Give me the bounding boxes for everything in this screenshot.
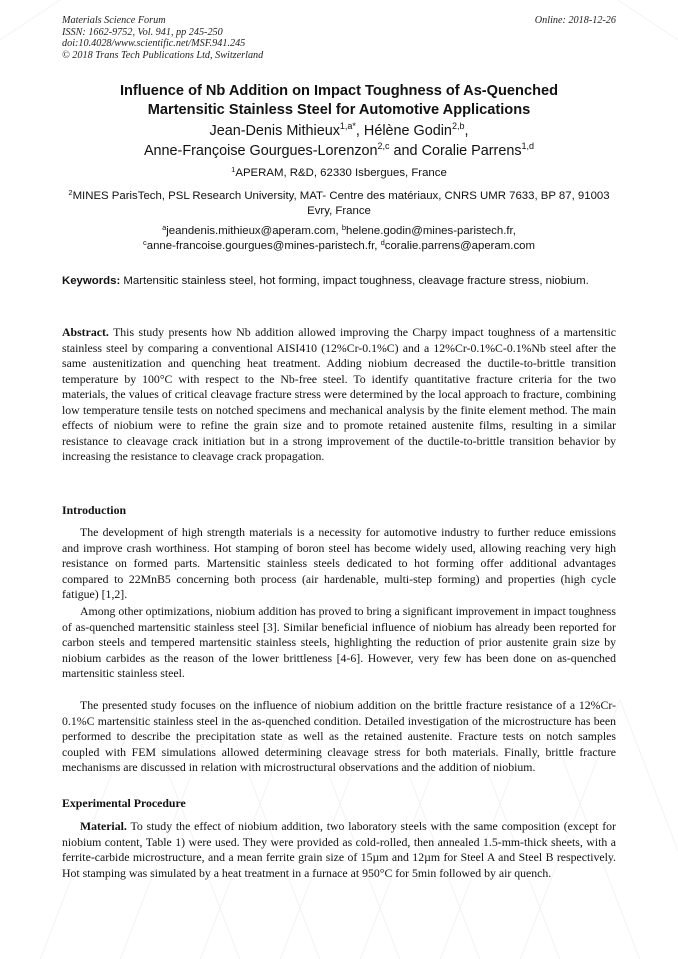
intro-paragraph-3: The presented study focuses on the influence of niobium addition on the brittle fracture resistance of a 12%Cr-0.1%C martensitic stainless steel in the as-quenched condition. Detailed investigation of the microstructure has been performed to describe the precipitation state as well as the retained austenite. Fracture tests on notch samples coupled with FEM simulations allowed determining cleavage stress for both materials. Finally, brittle fracture mechanisms are discussed in relation with microstructural observations and the addition of niobium. [62, 698, 616, 774]
email-address: anne-francoise.gourgues@mines-paristech.fr, [146, 239, 378, 252]
email-address: helene.godin@mines-paristech.fr, [346, 225, 516, 237]
issn-line: ISSN: 1662-9752, Vol. 941, pp 245-250 [62, 26, 223, 38]
email-list [62, 224, 616, 253]
affiliation-2 [62, 189, 616, 218]
email-mark: b [341, 223, 347, 232]
online-date: Online: 2018-12-26 [534, 15, 616, 26]
affiliation-1 [62, 166, 616, 181]
title-line-2: Martensitic Stainless Steel for Automotive Applications [147, 101, 531, 118]
intro-paragraph-2: Among other optimizations, niobium addition has proved to bring a significant improvement in impact toughness of as-quenched martensitic stainless steel [3]. Similar beneficial influence of niobium has already been reported for carbon steels and tempered martensitic stainless steels, highlighting the reduction of prior austenite grain size by niobium carbides as the reason of the lower brittleness [4-6]. However, very few has been done on as-quenched martensitic stainless steel. [62, 604, 616, 680]
section-heading-introduction: Introduction [62, 503, 127, 517]
material-text: To study the effect of niobium addition, two laboratory steels with the same composition (except for niobium content, Table 1) were used. They were provided as cold-rolled, then annealed 1.5-mm-thick sheets, with a ferrite-carbide microstructure, and a mean ferrite grain size of 15µm and 12µm for Steel A and Steel B respectively. Hot stamping was simulated by a heat treatment in a furnace at 950°C for 5min followed by air quench. [62, 819, 616, 880]
author-name: Coralie Parrens [421, 143, 522, 159]
author-affiliation-mark: 1,d [521, 141, 535, 151]
affiliation-mark: 1 [231, 165, 236, 174]
affiliation-mark: 2 [68, 188, 73, 197]
email-mark: d [380, 237, 385, 247]
author-name: Jean-Denis Mithieux [209, 123, 340, 139]
author-affiliation-mark: 2,c [377, 141, 390, 151]
email-line-2 [62, 239, 616, 254]
doi-line: doi:10.4028/www.scientific.net/MSF.941.245 [62, 38, 246, 50]
material-paragraph [62, 819, 616, 881]
author-name: Anne-Françoise Gourgues-Lorenzon [143, 143, 378, 159]
author-conjunction: and [393, 143, 418, 159]
affiliation-text: APERAM, R&D, 62330 Isbergues, France [235, 167, 447, 179]
copyright-line: © 2018 Trans Tech Publications Ltd, Switzerland [62, 49, 264, 61]
author-list [40, 121, 638, 161]
email-address: coralie.parrens@aperam.com [384, 239, 535, 252]
email-mark: a [162, 223, 167, 232]
author-name: Hélène Godin [363, 123, 452, 139]
email-mark: c [143, 237, 147, 247]
section-heading-experimental: Experimental Procedure [62, 796, 186, 810]
email-address: jeandenis.mithieux@aperam.com, [166, 225, 339, 237]
paper-title [40, 82, 638, 119]
keywords-label: Keywords: [62, 275, 121, 287]
author-line-1: Jean-Denis Mithieux$^{1,a*}$, Hélène Godin$^{2,b}$, [209, 121, 469, 139]
affiliation-text: MINES ParisTech, PSL Research University, MAT- Centre des matériaux, CNRS UMR 7633, BP 87, 91003 Evry, France [72, 190, 610, 217]
abstract-label: Abstract. [62, 325, 109, 339]
title-line-1: Influence of Nb Addition on Impact Toughness of As-Quenched [119, 83, 559, 99]
author-line-2 [40, 141, 638, 161]
intro-paragraph-1: The development of high strength materials is a necessity for automotive industry to further reduce emissions and improve crash worthiness. Hot stamping of boron steel has become widely used, allowing reaching very high resistance on formed parts. Martensitic stainless steels dedicated to hot forming offer additional advantages compared to 22MnB5 concerning both process (air hardenable, multi-step forming) and properties (high cycle fatigue) [1,2]. [62, 525, 616, 601]
journal-header [62, 15, 263, 61]
material-label: Material. [80, 819, 127, 833]
email-line-1 [62, 224, 616, 239]
author-affiliation-mark: 2,b [451, 121, 465, 131]
keywords-text: Martensitic stainless steel, hot forming, impact toughness, cleavage fracture stress, niobium. [123, 275, 589, 287]
journal-name: Materials Science Forum [62, 15, 166, 26]
abstract-text: This study presents how Nb addition allowed improving the Charpy impact toughness of a martensitic stainless steel by comparing a conventional AISI410 (12%Cr-0.1%C) and a 12%Cr-0.1%C-0.1%Nb steel after the same austenitization and quenching heat treatment. Adding niobium decreased the ductile-to-brittle transition temperature by 100°C with respect to the Nb-free steel. To identify quantitative fracture criteria for the two materials, the values of critical cleavage fracture stress were determined by the local approach to fracture, combining low temperature tensile tests on notched specimens and mechanical analysis by the finite element method. The main effects of niobium were to refine the grain size and to promote retained austenite films, resulting in a similar resistance to cleavage crack initiation but in a strong improvement of the ductile-to-brittle transition behavior by increasing the resistance to cleavage crack propagation. [62, 325, 616, 463]
keywords [62, 274, 616, 289]
author-affiliation-mark: 1,a* [339, 121, 356, 131]
abstract [62, 325, 616, 465]
